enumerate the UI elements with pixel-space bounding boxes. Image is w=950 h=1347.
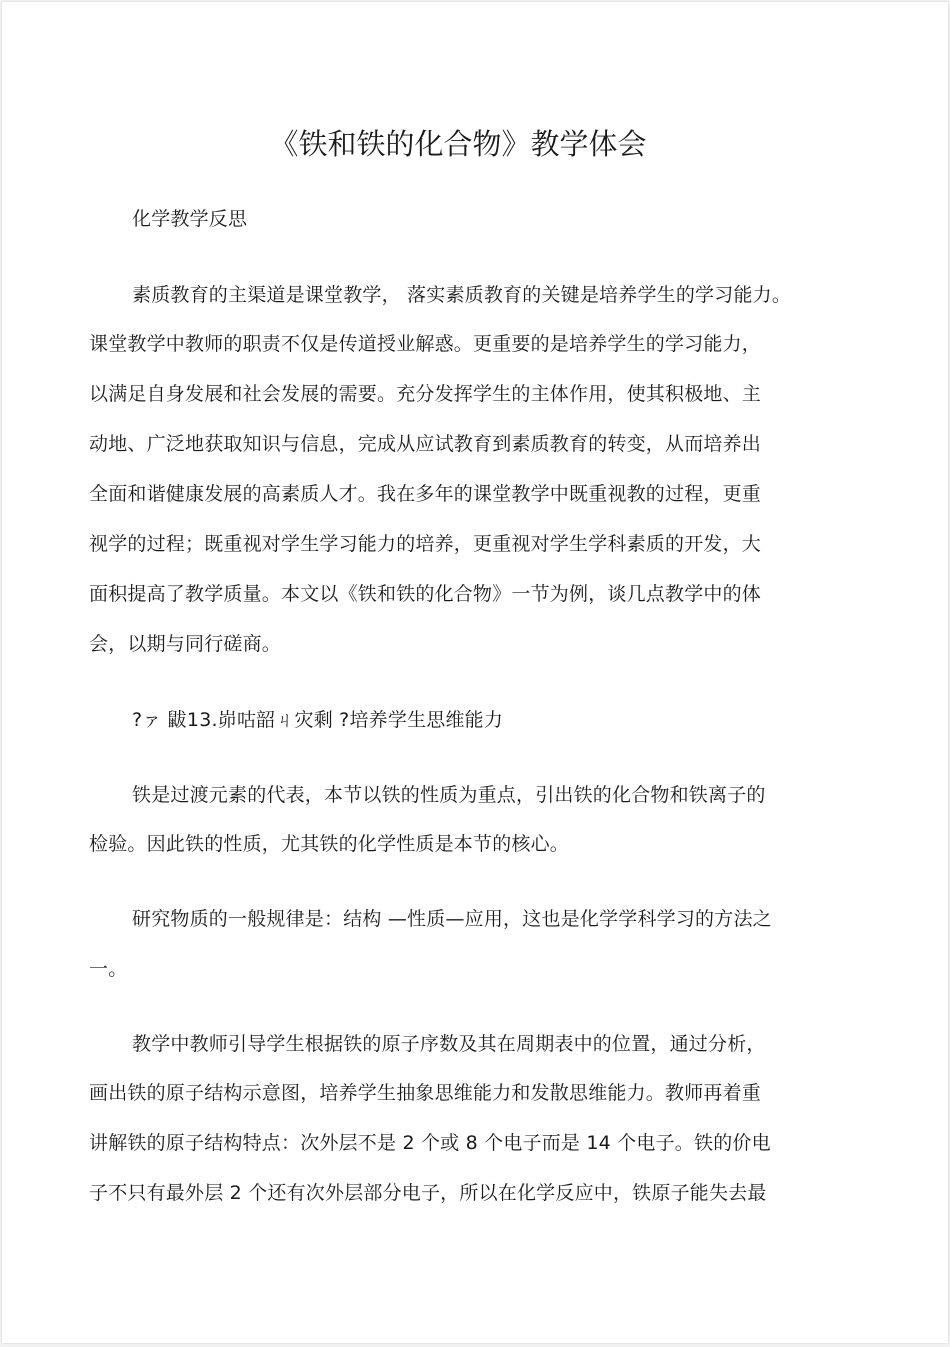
paragraph-line: 检验。因此铁的性质，尤其铁的化学性质是本节的核心。 [89, 833, 570, 855]
paragraph-line: 以满足自身发展和社会发展的需要。充分发挥学生的主体作用，使其积极地、主 [89, 383, 762, 405]
paragraph-line: 一。 [89, 958, 128, 980]
paragraph-line: 动地、广泛地获取知识与信息，完成从应试教育到素质教育的转变，从而培养出 [89, 433, 762, 455]
paragraph-line: 全面和谐健康发展的高素质人才。我在多年的课堂教学中既重视教的过程，更重 [89, 483, 762, 505]
paragraph-line: 面积提高了教学质量。本文以《铁和铁的化合物》一节为例，谈几点教学中的体 [89, 583, 762, 605]
paragraph-line: 画出铁的原子结构示意图，培养学生抽象思维能力和发散思维能力。教师再着重 [89, 1082, 762, 1104]
paragraph-line: 讲解铁的原子结构特点：次外层不是 2 个或 8 个电子而是 14 个电子。铁的价电 [89, 1132, 771, 1154]
subtitle: 化学教学反思 [132, 208, 248, 230]
paragraph-line: 教学中教师引导学生根据铁的原子序数及其在周期表中的位置，通过分析， [132, 1033, 766, 1055]
paragraph-line: 铁是过渡元素的代表，本节以铁的性质为重点，引出铁的化合物和铁离子的 [132, 784, 766, 806]
paragraph-line: 视学的过程；既重视对学生学习能力的培养，更重视对学生学科素质的开发，大 [89, 533, 762, 555]
paragraph-line: 素质教育的主渠道是课堂教学， 落实素质教育的关键是培养学生的学习能力。 [132, 284, 792, 306]
document-page [2, 2, 948, 1343]
paragraph-line: 子不只有最外层 2 个还有次外层部分电子，所以在化学反应中，铁原子能失去最 [89, 1182, 767, 1204]
section-heading: ?ァ 鼥13.峁咕韶ㄐ灾剩 ?培养学生思维能力 [132, 709, 504, 731]
paragraph-line: 课堂教学中教师的职责不仅是传道授业解惑。更重要的是培养学生的学习能力， [89, 333, 762, 355]
document-title: 《铁和铁的化合物》教学体会 [269, 127, 647, 161]
paragraph-line: 会，以期与同行磋商。 [89, 633, 282, 655]
paragraph-line: 研究物质的一般规律是：结构 —性质—应用，这也是化学学科学习的方法之 [132, 908, 772, 930]
